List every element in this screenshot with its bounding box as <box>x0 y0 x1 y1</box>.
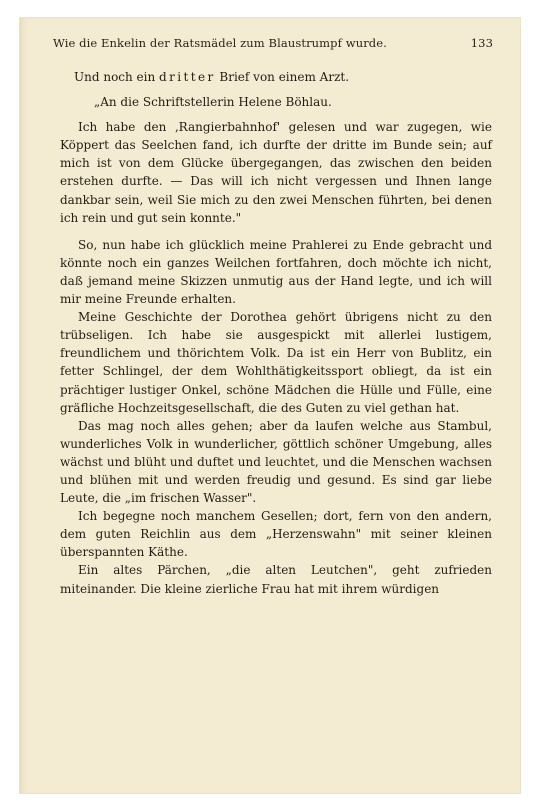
intro-before: Und noch ein <box>74 70 160 84</box>
page-number: 133 <box>470 36 493 50</box>
paragraph-3: Meine Geschichte der Dorothea gehört übrigens nicht zu den trübseligen. Ich habe sie ausgespickt mit allerlei lustigem, freundlichem und thörichtem Volk. Da ist ein Herr von Bublitz, ein fetter Schlingel, der dem Wohlthätigkeitssport obliegt, da ist ein prächtiger lustiger Onkel, schöne Mädchen die Hülle und Fülle, eine gräfliche Hochzeitsgesellschaft, die des Guten zu viel gethan hat. <box>60 310 492 415</box>
body-text <box>60 68 492 598</box>
letter-salutation: „An die Schriftstellerin Helene Böhlau. <box>94 95 332 110</box>
intro-emphasis: dritter <box>159 70 216 84</box>
paragraph-2: So, nun habe ich glücklich meine Prahlerei zu Ende gebracht und könnte noch ein ganzes Weilchen fortfahren, doch möchte ich nicht, daß jemand meine Skizzen unmutig aus der Hand legte, und ich will mir meine Freunde erhalten. <box>60 237 492 307</box>
intro-line <box>60 68 492 86</box>
paragraph-6: Ein altes Pärchen, „die alten Leutchen", geht zufrieden miteinander. Die kleine zierliche Frau hat mit ihrem würdigen <box>60 563 492 596</box>
running-title: Wie die Enkelin der Ratsmädel zum Blaustrumpf wurde. <box>53 36 387 50</box>
paragraph-1: Ich habe den ‚Rangierbahnhof' gelesen und war zugegen, wie Köppert das Seelchen fand, ich durfte der dritte im Bunde sein; auf mich ist von dem Glücke übergegangen, das zwischen den beiden erstehen durfte. — Das will ich nicht vergessen und Ihnen lange dankbar sein, weil Sie mich zu den zwei Menschen führten, bei denen ich rein und gut sein konnte." <box>60 120 492 225</box>
running-header <box>53 36 493 50</box>
intro-after: Brief von einem Arzt. <box>215 70 350 84</box>
book-page <box>20 18 520 793</box>
paragraph-4: Das mag noch alles gehen; aber da laufen welche aus Stambul, wunderliches Volk in wunderlicher, göttlich schöner Umgebung, alles wächst und blüht und duftet und leuchtet, und die Menschen wachsen und blühen mit und werden freudig und gesund. Es sind gar liebe Leute, die „im frischen Wasser". <box>60 418 492 506</box>
paragraph-5: Ich begegne noch manchem Gesellen; dort, fern von den andern, dem guten Reichlin aus dem „Herzenswahn" mit seiner kleinen überspannten Käthe. <box>60 509 492 560</box>
